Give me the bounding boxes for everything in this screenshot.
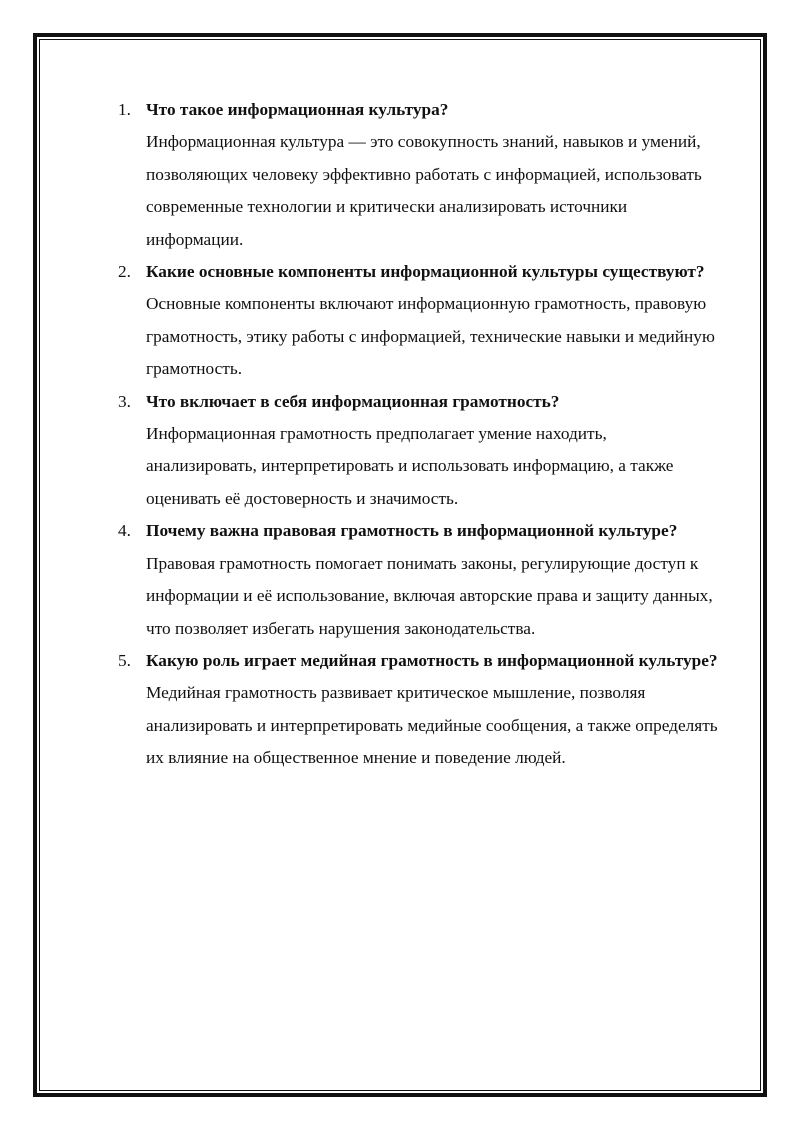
qa-item-2 xyxy=(118,256,718,386)
question-text: Какую роль играет медийная грамотность в информационной культуре? xyxy=(146,650,718,670)
qa-item-3 xyxy=(118,386,718,516)
question-text: Что такое информационная культура? xyxy=(146,100,449,119)
answer-text: Правовая грамотность помогает понимать законы, регулирующие доступ к информации и её использование, включая авторские права и защиту данных, что позволяет избегать нарушения законодательства. xyxy=(146,553,713,638)
answer-text: Информационная грамотность предполагает умение находить, анализировать, интерпретировать и использовать информацию, а также оценивать её достоверность и значимость. xyxy=(146,424,674,508)
question-text: Почему важна правовая грамотность в информационной культуре? xyxy=(146,521,678,541)
document-body xyxy=(118,94,718,775)
item-number: 5. xyxy=(118,650,131,670)
item-number: 1. xyxy=(118,100,131,119)
qa-item-5 xyxy=(118,645,718,775)
question-text: Какие основные компоненты информационной культуры существуют? xyxy=(146,262,705,282)
qa-item-4 xyxy=(118,515,718,645)
item-number: 2. xyxy=(118,262,131,282)
item-number: 3. xyxy=(118,391,131,411)
answer-text: Медийная грамотность развивает критическое мышление, позволяя анализировать и интерпретировать медийные сообщения, а также определять их влияние на общественное мнение и поведение людей. xyxy=(146,683,718,768)
answer-text: Основные компоненты включают информационную грамотность, правовую грамотность, этику работы с информацией, технические навыки и медийную грамотность. xyxy=(146,294,715,379)
qa-item-1 xyxy=(118,94,718,256)
qa-list xyxy=(118,94,718,775)
answer-text: Информационная культура — это совокупность знаний, навыков и умений, позволяющих человеку эффективно работать с информацией, использовать современные технологии и критически анализировать источники информации. xyxy=(146,132,702,249)
item-number: 4. xyxy=(118,521,131,541)
question-text: Что включает в себя информационная грамотность? xyxy=(146,391,560,411)
